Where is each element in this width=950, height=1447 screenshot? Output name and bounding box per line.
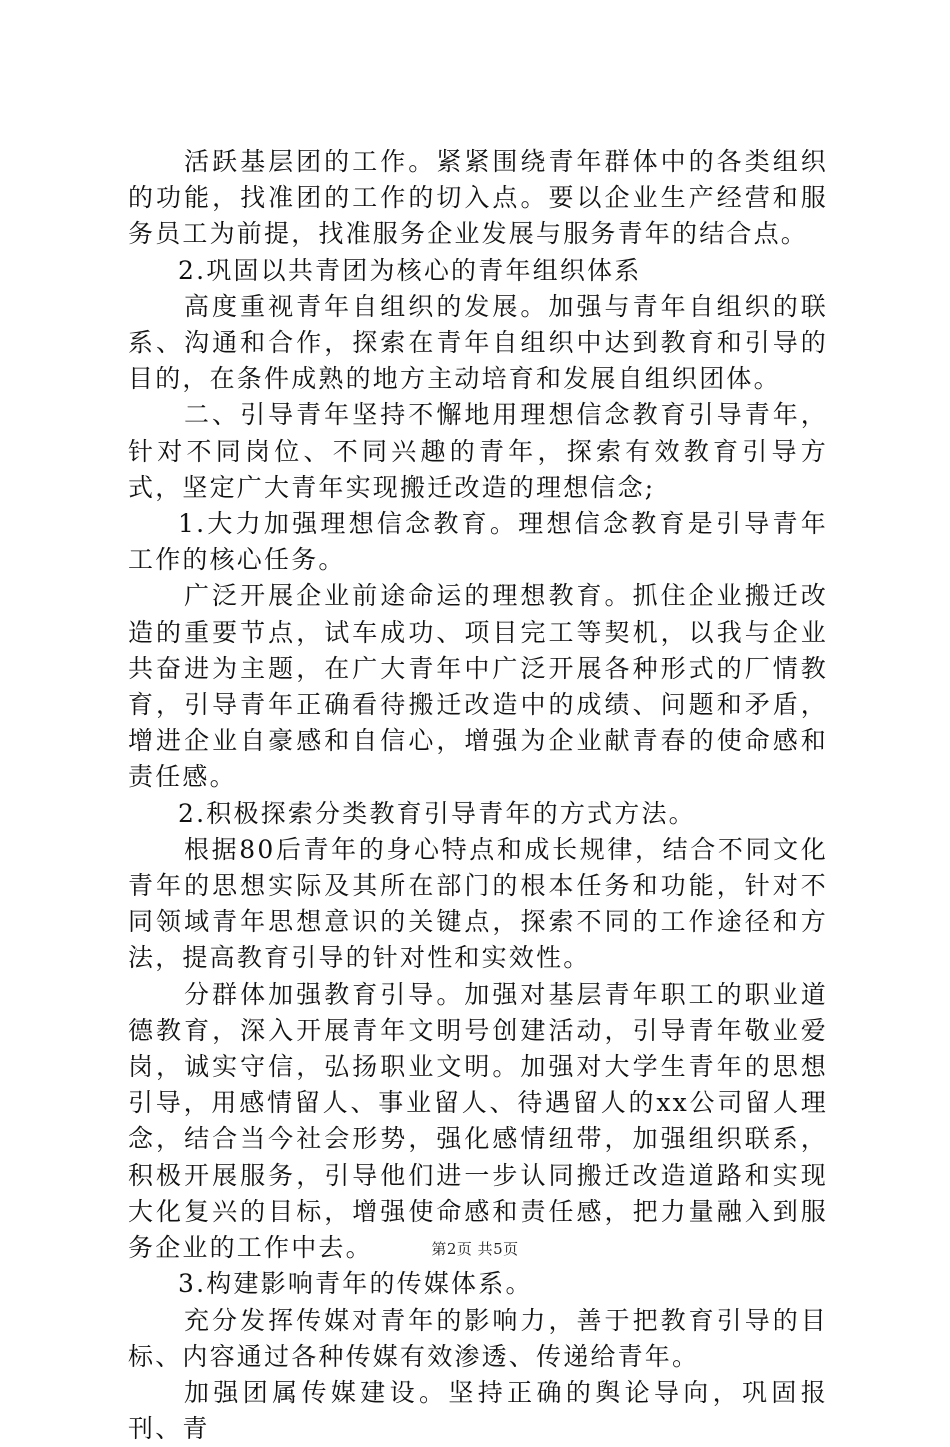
paragraph-8: 根据80后青年的身心特点和成长规律，结合不同文化青年的思想实际及其所在部门的根本任务和功能，针对不同领域青年思想意识的关键点，探索不同的工作途径和方法，提高教育引导的针对性和实效性。 xyxy=(128,834,828,973)
paragraph-3: 高度重视青年自组织的发展。加强与青年自组织的联系、沟通和合作，探索在青年自组织中达到教育和引导的目的，在条件成熟的地方主动培育和发展自组织团体。 xyxy=(128,291,828,394)
page-number-footer: 第2页 共5页 xyxy=(431,1240,519,1258)
heading-2-classified-education: 2.积极探索分类教育引导青年的方式方法。 xyxy=(178,798,696,828)
heading-1-ideal-belief-education: 1.大力加强理想信念教育。理想信念教育是引导青年工作的核心任务。 xyxy=(128,509,828,575)
heading-3-media-system: 3.构建影响青年的传媒体系。 xyxy=(178,1269,533,1299)
paragraph-1: 活跃基层团的工作。紧紧围绕青年群体中的各类组织的功能，找准团的工作的切入点。要以企业生产经营和服务员工为前提，找准服务企业发展与服务青年的结合点。 xyxy=(128,147,828,249)
paragraph-9: 分群体加强教育引导。加强对基层青年职工的职业道德教育，深入开展青年文明号创建活动，引导青年敬业爱岗，诚实守信，弘扬职业文明。加强对大学生青年的思想引导，用感情留人、事业留人、待遇留人的xx公司留人理念，结合当今社会形势，强化感情纽带，加强组织联系，积极开展服务，引导他们进一步认同搬迁改造道路和实现大化复兴的目标，增强使命感和责任感，把力量融入到服务企业的工作中去。 xyxy=(128,979,828,1263)
paragraph-6: 广泛开展企业前途命运的理想教育。抓住企业搬迁改造的重要节点，试车成功、项目完工等契机，以我与企业共奋进为主题，在广大青年中广泛开展各种形式的厂情教育，引导青年正确看待搬迁改造中的成绩、问题和矛盾，增进企业自豪感和自信心，增强为企业献青春的使命感和责任感。 xyxy=(128,581,828,792)
paragraph-11: 充分发挥传媒对青年的影响力，善于把教育引导的目标、内容通过各种传媒有效渗透、传递给青年。 xyxy=(128,1305,828,1371)
paragraph-12: 加强团属传媒建设。坚持正确的舆论导向，巩固报刊、青 xyxy=(128,1377,828,1444)
section-heading-2-guide-youth: 二、引导青年坚持不懈地用理想信念教育引导青年，针对不同岗位、不同兴趣的青年，探索有效教育引导方式，坚定广大青年实现搬迁改造的理想信念; xyxy=(128,400,828,502)
heading-2-consolidate-org-system: 2.巩固以共青团为核心的青年组织体系 xyxy=(178,255,642,285)
